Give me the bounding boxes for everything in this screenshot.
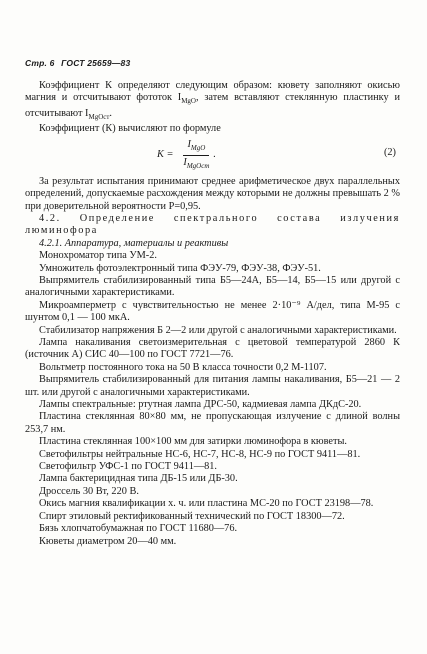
- equipment-item: Бязь хлопчатобумажная по ГОСТ 11680—76.: [39, 523, 238, 535]
- equipment-item: Спирт этиловый ректификованный технический по ГОСТ 18300—72.: [39, 510, 345, 522]
- equipment-item: Светофильтры нейтральные НС-6, НС-7, НС-8, НС-9 по ГОСТ 9411—81.: [39, 448, 361, 460]
- subsection-heading-4-2-1: 4.2.1. Аппаратура, материалы и реактивы: [39, 237, 229, 249]
- paragraph-coefficient-method: Коэффициент К определяют следующим образом: кювету заполняют окисью магния и отсчитывают фототок $I_{MgO}$, затем вставляют стеклянную пластинку и отсчитывают $I_{MgOст}$.: [25, 80, 400, 121]
- equipment-item: Дроссель 30 Вт, 220 В.: [39, 485, 139, 497]
- formula-period: .: [213, 149, 216, 161]
- equipment-item: Выпрямитель стабилизированный типа Б5—24А, Б5—14, Б5—15 или другой с аналогичными характеристиками.: [25, 274, 400, 299]
- equipment-item: Вольтметр постоянного тока на 50 В класса точности 0,2 М-1107.: [39, 361, 327, 373]
- formula-numerator: $I_{MgO}$: [183, 139, 209, 156]
- equipment-item: Пластина стеклянная 100×100 мм для затирки люминофора в кюветы.: [39, 436, 347, 448]
- formula-fraction: [179, 139, 213, 173]
- paragraph-formula-intro: Коэффициент (К) вычисляют по формуле: [39, 123, 221, 135]
- equipment-item: Лампа бактерицидная типа ДБ-15 или ДБ-30.: [39, 473, 238, 485]
- equipment-item: Выпрямитель стабилизированный для питания лампы накаливания, Б5—21 — 2 шт. или другой с аналогичными характеристиками.: [25, 374, 400, 398]
- equipment-item: Кюветы диаметром 20—40 мм.: [39, 535, 177, 547]
- equipment-item: Лампа накаливания светоизмерительная с цветовой температурой 2860 К (источник А) СИС 40—100 по ГОСТ 7721—76.: [25, 337, 400, 361]
- formula-lhs: K =: [157, 149, 174, 161]
- equipment-item: Светофильтр УФС-1 по ГОСТ 9411—81.: [39, 461, 218, 473]
- equipment-item: Микроамперметр с чувствительностью не менее 2·10⁻⁹ А/дел, типа М-95 с шунтом 0,1 — 100 мкА.: [25, 299, 400, 324]
- equipment-item: Лампы спектральные: ртутная лампа ДРС-50, кадмиевая лампа ДКдС-20.: [39, 399, 362, 411]
- formula-denominator: $I_{MgOст}$: [183, 157, 210, 171]
- equipment-item: Пластина стеклянная 80×80 мм, не пропускающая излучение с длиной волны 253,7 нм.: [25, 411, 400, 435]
- paragraph-result: За результат испытания принимают среднее арифметическое двух параллельных определений, допускаемые расхождения между которыми не должны превышать 2 % при доверительной вероятности P=0,95.: [25, 175, 400, 212]
- formula-coefficient: [25, 138, 400, 172]
- page-body: [25, 80, 400, 548]
- page-header: [25, 58, 134, 68]
- equipment-item: Монохроматор типа УМ-2.: [39, 250, 157, 262]
- equipment-item: Окись магния квалификации х. ч. или пластина МС-20 по ГОСТ 23198—78.: [39, 498, 374, 510]
- section-heading-4-2: 4.2. Определение спектрального состава излучения люминофора: [25, 212, 400, 237]
- page-number: Стр. 6: [25, 58, 55, 68]
- formula-number: (2): [383, 146, 396, 158]
- equipment-item: Стабилизатор напряжения Б 2—2 или другой с аналогичными характеристиками.: [39, 324, 397, 336]
- equipment-item: Умножитель фотоэлектронный типа ФЭУ-79, ФЭУ-38, ФЭУ-51.: [39, 262, 321, 274]
- standard-code: ГОСТ 25659—83: [61, 58, 131, 68]
